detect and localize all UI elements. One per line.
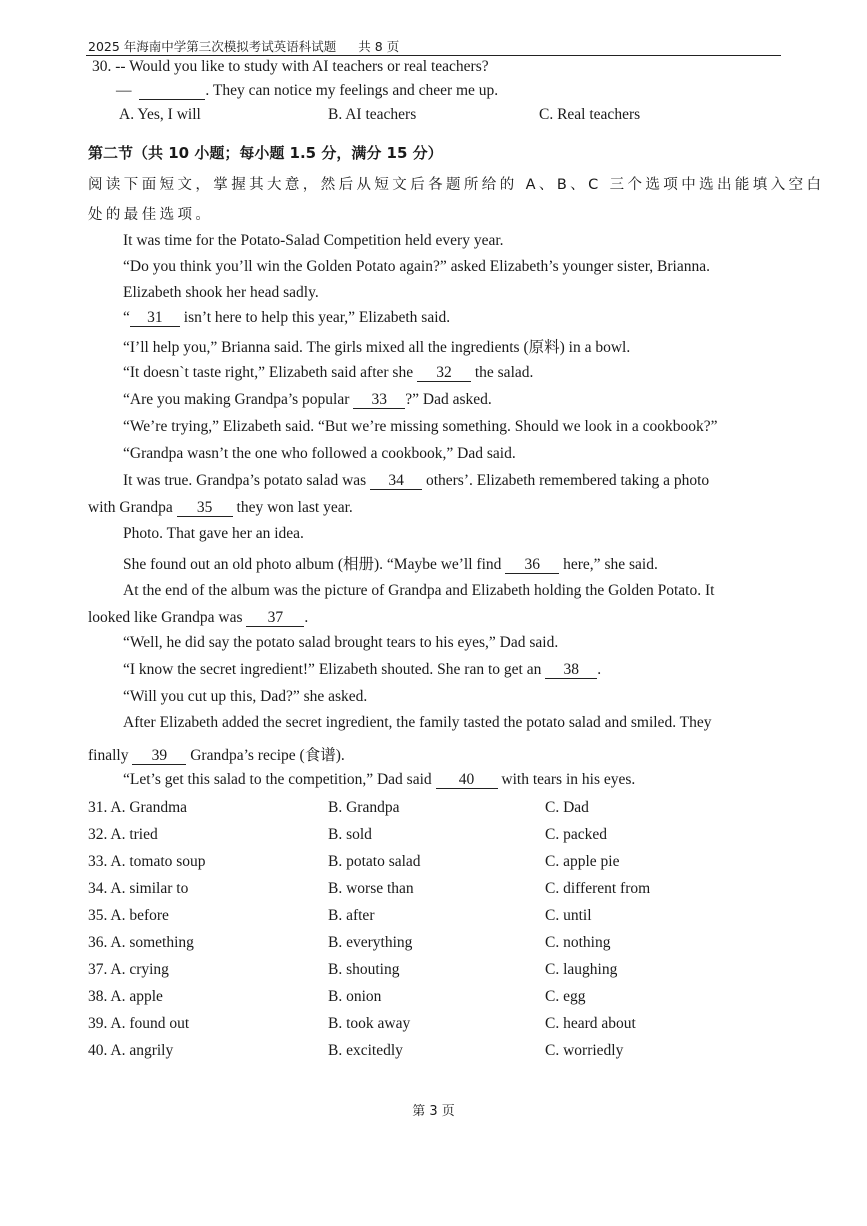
text: . [304,609,309,626]
q30-blank [139,83,205,100]
option-c: C. packed [545,826,607,843]
option-a: 35. A. before [88,907,169,924]
option-c: C. nothing [545,934,611,951]
option-a: 36. A. something [88,934,194,951]
option-b: B. took away [328,1015,411,1032]
passage-line: “Will you cut up this, Dad?” she asked. [123,688,368,705]
passage-line: “We’re trying,” Elizabeth said. “But we’re missing something. Should we look in a cookbook?” [123,418,718,435]
text: with Grandpa [88,499,177,516]
text: She found out an old photo album (相册). “Maybe we’ll find [123,556,506,573]
option-a: 32. A. tried [88,826,158,843]
passage-line [123,472,709,490]
blank-36: 36 [505,557,559,574]
text: . [597,661,602,678]
blank-40: 40 [436,772,498,789]
text: they won last year. [232,499,353,516]
option-c: C. apple pie [545,853,620,870]
passage-line: “Well, he did say the potato salad brought tears to his eyes,” Dad said. [123,634,559,651]
blank-38: 38 [545,662,597,679]
passage-line: Elizabeth shook her head sadly. [123,284,319,301]
option-c: C. laughing [545,961,618,978]
option-a: 39. A. found out [88,1015,190,1032]
option-b: B. potato salad [328,853,421,870]
text: isn’t here to help this year,” Elizabeth said. [179,309,451,326]
option-b: B. shouting [328,961,400,978]
passage-line: “Grandpa wasn’t the one who followed a cookbook,” Dad said. [123,445,516,462]
option-a: 31. A. Grandma [88,799,188,816]
passage-line: At the end of the album was the picture of Grandpa and Elizabeth holding the Golden Potato. It [123,582,715,599]
passage-line [123,661,601,679]
passage-line [123,552,658,574]
text: here,” she said. [559,556,658,573]
option-c: C. until [545,907,592,924]
blank-34: 34 [370,473,422,490]
passage-line [88,609,308,627]
text: looked like Grandpa was [88,609,247,626]
section-instruction-2: 处的最佳选项。 [88,207,214,223]
option-a: 37. A. crying [88,961,169,978]
blank-39: 39 [132,748,186,765]
text: “It doesn`t taste right,” Elizabeth said after she [123,364,417,381]
option-b: B. onion [328,988,382,1005]
section-title: 第二节（共 10 小题；每小题 1.5 分，满分 15 分） [88,144,443,162]
q30-option-b: B. AI teachers [328,106,417,123]
option-a: 33. A. tomato soup [88,853,206,870]
text: finally [88,747,133,764]
passage-line [123,364,533,382]
page-number: 第 3 页 [412,1104,455,1119]
option-c: C. worriedly [545,1042,624,1059]
section-instruction-1: 阅读下面短文，掌握其大意，然后从短文后各题所给的 A、B、C 三个选项中选出能填入空白 [88,177,825,193]
option-b: B. everything [328,934,413,951]
option-b: B. sold [328,826,372,843]
q30-question: 30. -- Would you like to study with AI teachers or real teachers? [92,58,489,75]
passage-line [123,391,492,409]
option-b: B. worse than [328,880,414,897]
q30-response: . They can notice my feelings and cheer me up. [205,82,499,99]
option-c: C. heard about [545,1015,636,1032]
passage-line [88,743,345,765]
passage-line: Photo. That gave her an idea. [123,525,304,542]
blank-33: 33 [353,392,405,409]
header-rule [86,55,781,56]
text: “ [123,309,130,326]
passage-line [123,309,450,327]
option-c: C. egg [545,988,586,1005]
option-a: 40. A. angrily [88,1042,174,1059]
total-pages: 共 8 页 [358,39,400,54]
option-c: C. different from [545,880,651,897]
text: others’. Elizabeth remembered taking a photo [422,472,710,489]
blank-31: 31 [130,310,180,327]
text: ?” Dad asked. [405,391,492,408]
q30-dash: — [116,82,132,99]
option-a: 38. A. apple [88,988,163,1005]
blank-37: 37 [246,610,304,627]
text: It was true. Grandpa’s potato salad was [123,472,371,489]
option-b: B. excitedly [328,1042,403,1059]
passage-line: “I’ll help you,” Brianna said. The girls mixed all the ingredients (原料) in a bowl. [123,339,631,356]
q30-response-line [116,82,498,100]
passage-line [123,771,635,789]
option-c: C. Dad [545,799,589,816]
text: “Are you making Grandpa’s popular [123,391,354,408]
blank-35: 35 [177,500,233,517]
option-b: B. after [328,907,375,924]
text: with tears in his eyes. [497,771,636,788]
text: “I know the secret ingredient!” Elizabeth shouted. She ran to get an [123,661,546,678]
option-b: B. Grandpa [328,799,400,816]
passage-line [88,499,353,517]
exam-title: 2025 年海南中学第三次模拟考试英语科试题 [88,39,337,54]
option-a: 34. A. similar to [88,880,189,897]
text: “Let’s get this salad to the competition,” Dad said [123,771,436,788]
text: the salad. [470,364,534,381]
q30-option-a: A. Yes, I will [119,106,201,123]
passage-line: “Do you think you’ll win the Golden Potato again?” asked Elizabeth’s younger sister, Brianna. [123,258,710,275]
passage-line: It was time for the Potato-Salad Competition held every year. [123,232,504,249]
q30-option-c: C. Real teachers [539,106,641,123]
page-header [88,37,421,55]
passage-line: After Elizabeth added the secret ingredient, the family tasted the potato salad and smiled. They [123,714,712,731]
blank-32: 32 [417,365,471,382]
text: Grandpa’s recipe (食谱). [186,747,345,764]
